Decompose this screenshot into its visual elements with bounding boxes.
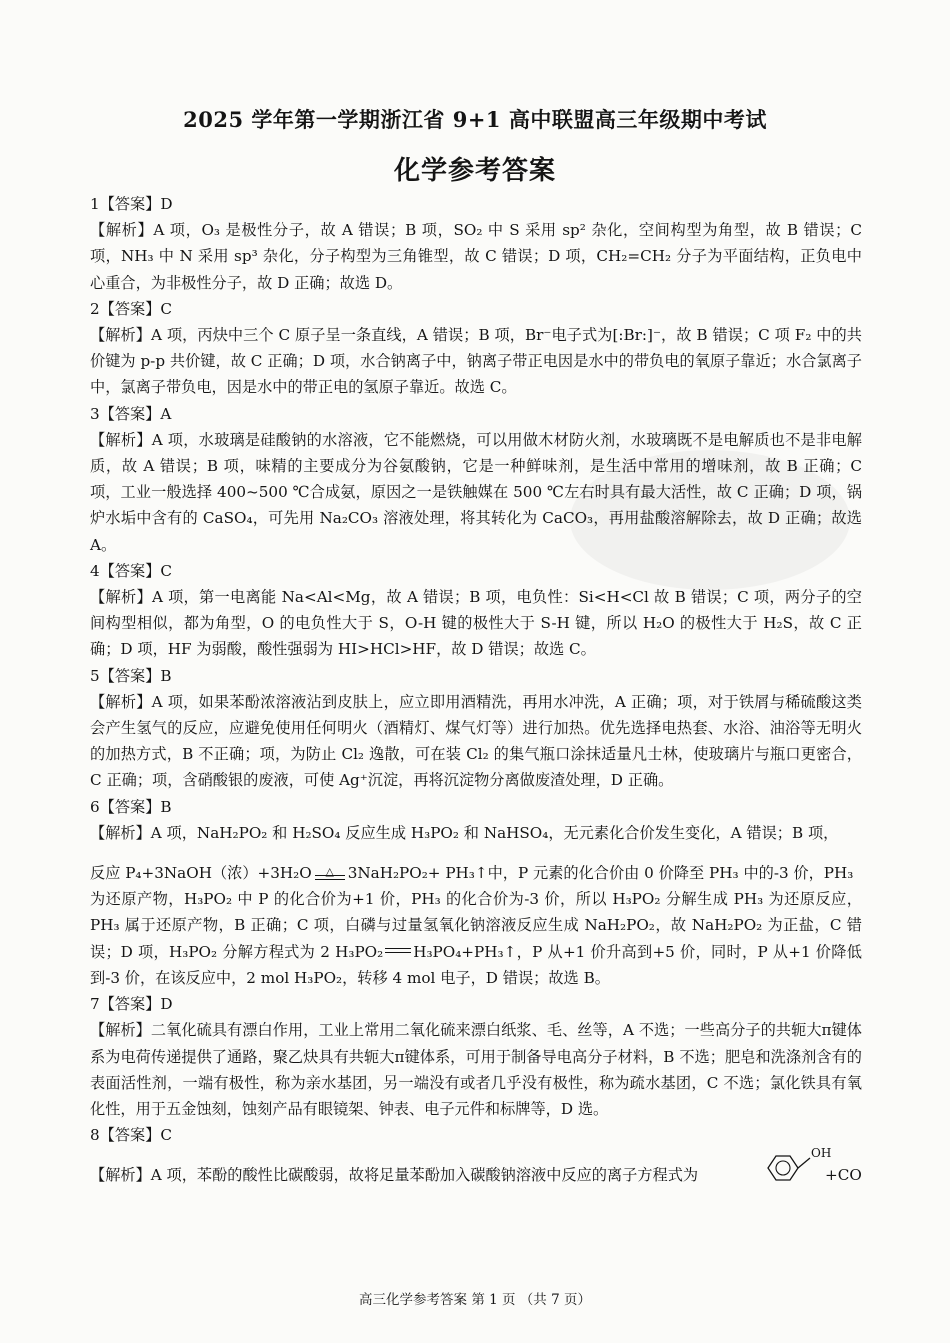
q8-answer: 8【答案】C (90, 1126, 173, 1145)
q8-explanation (90, 1146, 862, 1188)
q2-explanation: 【解析】A 项，丙炔中三个 C 原子呈一条直线，A 错误；B 项，Br⁻电子式为[:Br:]⁻，故 B 错误；C 项 F₂ 中的共价键为 p-p 共价键，故 C 正确；D 项，水合钠离子中，钠离子带正电因是水中的带负电的氧原子靠近；水合氯离子中，氯离子带负电，因是水中的带正电的氢原子靠近。故选 C。 (90, 326, 862, 397)
q6-reaction-left: 反应 P₄+3NaOH（浓）+3H₂O (90, 864, 312, 883)
q1-explanation: 【解析】A 项，O₃ 是极性分子，故 A 错误；B 项，SO₂ 中 S 采用 sp² 杂化，空间构型为角型，故 B 错误；C 项，NH₃ 中 N 采用 sp³ 杂化，分子构型为三角锥型，故 C 错误；D 项，CH₂=CH₂ 分子为平面结构，正负电中心重合，为非极性分子，故 D 正确；故选 D。 (90, 221, 862, 292)
q5-answer: 5【答案】B (90, 666, 172, 685)
q6-reaction-right: 3NaH₂PO₂+ PH₃↑中，P 元素的化合价由 0 价降至 PH₃ 中的-3 价，PH₃ (347, 864, 854, 883)
q4-explanation: 【解析】A 项，第一电离能 Na<Al<Mg，故 A 错误；B 项，电负性：Si<H<Cl 故 B 错误；C 项，两分子的空间构型相似，都为角型，O 的电负性大于 S，O-H 键的极性大于 S-H 键，所以 H₂O 的极性大于 H₂S，故 C 正确；D 项，HF 为弱酸，酸性强弱为 HI>HCl>HF，故 D 错误；故选 C。 (90, 588, 862, 659)
q6-reaction-equation (90, 860, 862, 886)
heat-symbol: △ (325, 865, 334, 879)
q5-explanation: 【解析】A 项，如果苯酚浓溶液沾到皮肤上，应立即用酒精洗，再用水冲洗，A 正确；项，对于铁屑与稀硫酸这类会产生氢气的反应，应避免使用任何明火（酒精灯、煤气灯等）进行加热。优先选择电热套、水浴、油浴等无明火的加热方式，B 不正确；项，为防止 Cl₂ 逸散，可在装 Cl₂ 的集气瓶口涂抹适量凡士林，使玻璃片与瓶口更密合，C 正确；项，含硝酸银的废液，可使 Ag⁺沉淀，再将沉淀物分离做废渣处理，D 正确。 (90, 692, 862, 790)
q4-answer: 4【答案】C (90, 561, 173, 580)
q6-rest-a: 为还原产物，H₃PO₂ 中 P 的化合价为+1 价，PH₃ 的化合价为-3 价，所以 H₃PO₂ 分解生成 PH₃ 为还原反应，PH₃ 属于还原产物，B 正确；C 项，白磷与过量氢氧化钠溶液反应生成 NaH₂PO₂，故 NaH₂PO₂ 为正盐，C 错误；D 项，H₃PO₂ 分解方程式为 2 H₃PO₂ (90, 890, 862, 961)
q8-explanation-text: 【解析】A 项，苯酚的酸性比碳酸弱，故将足量苯酚加入碳酸钠溶液中反应的离子方程式为 (90, 1166, 699, 1185)
q6-explanation-line1: 【解析】A 项，NaH₂PO₂ 和 H₂SO₄ 反应生成 H₃PO₂ 和 NaHSO₄，无元素化合价发生变化，A 错误；B 项， (90, 823, 839, 842)
q2-answer: 2【答案】C (90, 299, 173, 318)
page-footer: 高三化学参考答案 第 1 页 （共 7 页） (359, 1292, 591, 1308)
equals-sign-icon (385, 948, 411, 953)
answer-key-title: 化学参考答案 (393, 156, 556, 186)
answer-content (90, 191, 862, 1189)
q6-rest-b: H₃PO₄+PH₃↑，P 从+1 价升高到+5 价，同时，P 从+1 价降低到-3 价，在该反应中，2 mol H₃PO₂，转移 4 mol 电子，D 错误；故选 B。 (90, 942, 862, 987)
exam-title: 2025 学年第一学期浙江省 9+1 高中联盟高三年级期中考试 (183, 107, 767, 132)
q3-explanation: 【解析】A 项，水玻璃是硅酸钠的水溶液，它不能燃烧，可以用做木材防火剂，水玻璃既不是电解质也不是非电解质，故 A 错误；B 项，味精的主要成分为谷氨酸钠，它是一种鲜味剂，是生活中常用的增味剂，故 B 正确；C 项，工业一般选择 400~500 ℃合成氨，原因之一是铁触媒在 500 ℃左右时具有最大活性，故 C 正确；D 项，锅炉水垢中含有的 CaSO₄，可先用 Na₂CO₃ 溶液处理，将其转化为 CaCO₃，再用盐酸溶解除去，故 D 正确；故选 A。 (90, 430, 862, 554)
q7-explanation: 【解析】二氧化硫具有漂白作用，工业上常用二氧化硫来漂白纸浆、毛、丝等，A 不选；一些高分子的共轭大π键体系为电荷传递提供了通路，聚乙炔具有共轭大π键体系，可用于制备导电高分子材料，B 不选；肥皂和洗涤剂含有的表面活性剂，一端有极性，称为亲水基团，另一端没有或者几乎没有极性，称为疏水基团，C 不选；氯化铁具有氧化性，用于五金蚀刻，蚀刻产品有眼镜架、钟表、电子元件和标牌等，D 选。 (90, 1021, 862, 1118)
q1-answer: 1【答案】D (90, 195, 173, 213)
reaction-condition-arrow (315, 865, 345, 880)
q3-answer: 3【答案】A (90, 404, 172, 423)
q6-answer: 6【答案】B (90, 797, 172, 816)
q8-tail: +CO (825, 1166, 862, 1185)
phenol-structure-icon (762, 1146, 834, 1186)
q6-explanation-rest (90, 886, 862, 991)
phenol-oh-label: OH (811, 1146, 832, 1161)
q7-answer: 7【答案】D (90, 995, 173, 1014)
